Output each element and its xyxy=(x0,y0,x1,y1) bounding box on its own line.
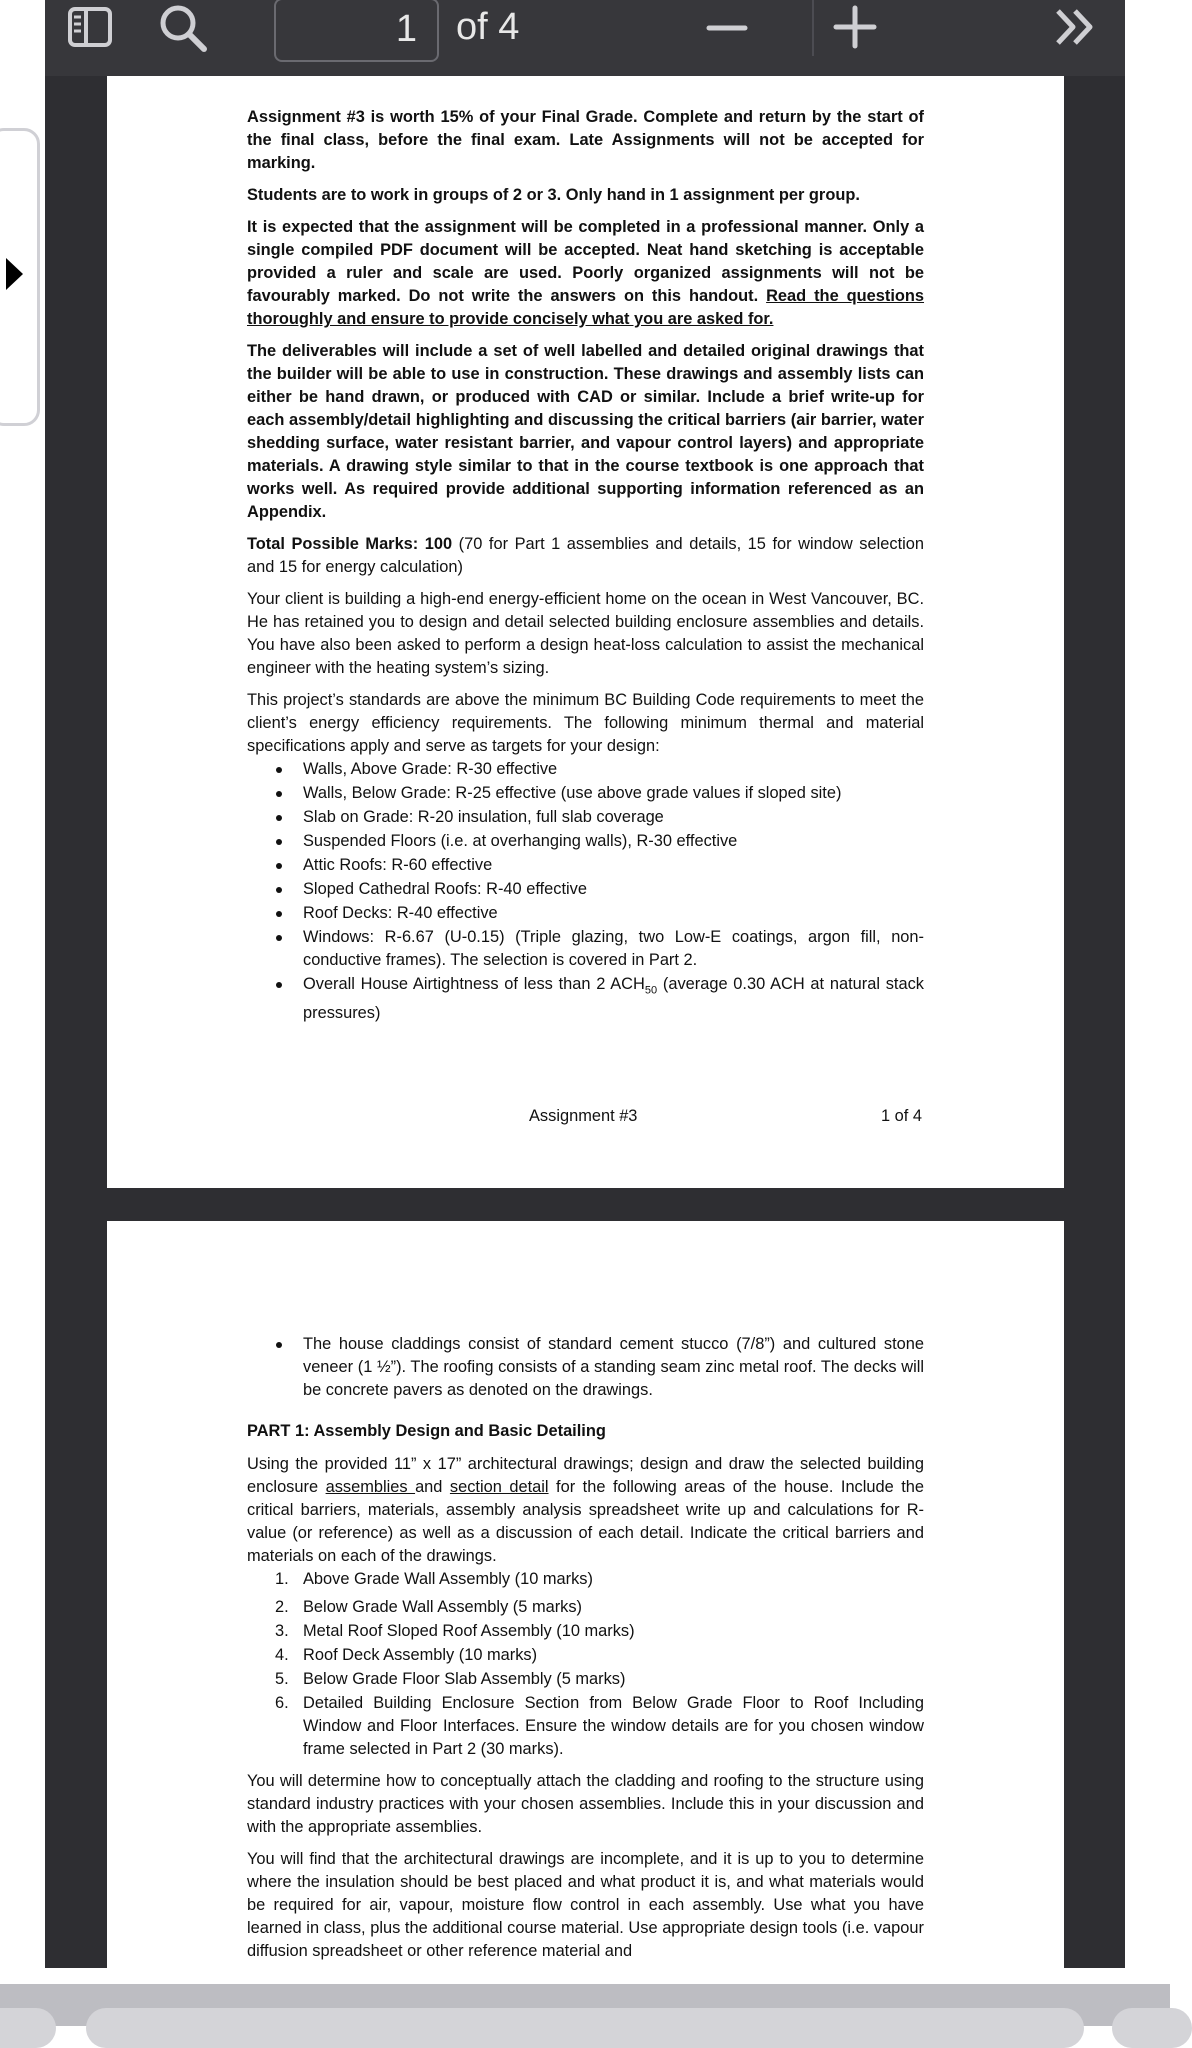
underlined-text: assemblies xyxy=(325,1478,416,1496)
search-icon[interactable] xyxy=(157,2,209,54)
paragraph: Students are to work in groups of 2 or 3. Only hand in 1 assignment per group. xyxy=(247,186,860,204)
bottom-right-control[interactable] xyxy=(1112,2008,1192,2048)
list-item xyxy=(247,1668,924,1691)
paragraph: This project’s standards are above the minimum BC Building Code requirements to meet the client’s energy efficiency requirements. The following minimum thermal and material specifications apply and serve as targets for your design: xyxy=(247,691,924,755)
zoom-out-icon[interactable] xyxy=(704,8,750,48)
paragraph-text: It is expected that the assignment will be completed in a professional manner. Only a single compiled PDF document will be accepted. Neat hand sketching is acceptable provided a ruler and scale are used. Poorly organized assignments will not be favourably marked. Do not write the answers on this handout. xyxy=(247,218,924,305)
expand-arrow-icon[interactable] xyxy=(6,258,23,290)
list-item-text: Roof Deck Assembly (10 marks) xyxy=(303,1646,538,1664)
paragraph-text: Using the provided 11” x 17” architectural drawings; design and draw the selected building enclosure xyxy=(247,1455,924,1496)
section-heading: PART 1: Assembly Design and Basic Detailing xyxy=(247,1422,606,1440)
paragraph: You will determine how to conceptually attach the cladding and roofing to the structure using standard industry practices with your chosen assemblies. Include this in your discussion and with the appropriate assemblies. xyxy=(247,1772,924,1836)
list-item: Suspended Floors (i.e. at overhanging walls), R-30 effective xyxy=(247,830,924,853)
page-footer-number: 1 of 4 xyxy=(881,1107,923,1125)
list-number: 4. xyxy=(275,1646,289,1664)
list-item xyxy=(247,1620,924,1643)
underlined-text: section detail xyxy=(449,1478,549,1496)
subscript: 50 xyxy=(644,984,658,997)
list-item-text: (average 0.30 ACH at natural stack pressures) xyxy=(303,975,924,1023)
list-item-text: Above Grade Wall Assembly (10 marks) xyxy=(303,1570,593,1588)
list-item-text: Below Grade Wall Assembly (5 marks) xyxy=(303,1598,583,1616)
list-number: 2. xyxy=(275,1598,289,1616)
bottom-left-control[interactable] xyxy=(0,2008,56,2048)
paragraph xyxy=(247,1453,924,1568)
list-item-text: Metal Roof Sloped Roof Assembly (10 marks) xyxy=(303,1622,635,1640)
page-footer-title: Assignment #3 xyxy=(529,1107,638,1125)
paragraph: The deliverables will include a set of well labelled and detailed original drawings that the builder will be able to use in construction. These drawings and assembly lists can either be hand drawn, or produced with CAD or similar. Include a brief write-up for each assembly/detail highlighting and discussing the critical barriers (air barrier, water shedding surface, water resistant barrier, and vapour control layers) and appropriate materials. A drawing style similar to that in the course textbook is one approach that works well. As required provide additional supporting information referenced as an Appendix. xyxy=(247,342,924,521)
list-item: The house claddings consist of standard cement stucco (7/8”) and cultured stone veneer (1 ½”). The roofing consists of a standing seam zinc metal roof. The decks will be concrete pavers as denoted on the drawings. xyxy=(247,1333,924,1402)
paragraph xyxy=(247,216,924,331)
bottom-address-pill[interactable] xyxy=(86,2008,1084,2048)
pdf-toolbar xyxy=(45,0,1125,76)
toolbar-divider xyxy=(812,0,814,56)
paragraph: Assignment #3 is worth 15% of your Final Grade. Complete and return by the start of the final class, before the final exam. Late Assignments will not be accepted for marking. xyxy=(247,108,924,172)
list-item: Roof Decks: R-40 effective xyxy=(247,902,924,925)
list-number: 3. xyxy=(275,1622,289,1640)
page-2-body xyxy=(247,1333,924,1972)
list-item xyxy=(247,1596,924,1619)
paragraph-text: and xyxy=(415,1478,450,1496)
list-item: Walls, Below Grade: R-25 effective (use above grade values if sloped site) xyxy=(247,782,924,805)
sidebar-toggle-icon[interactable] xyxy=(67,4,113,50)
list-item-text: Detailed Building Enclosure Section from Below Grade Floor to Roof Including Window and Floor Interfaces. Ensure the window details are for you chosen window frame selected in Part 2 (30 marks). xyxy=(303,1694,924,1758)
list-item: Slab on Grade: R-20 insulation, full slab coverage xyxy=(247,806,924,829)
assembly-list xyxy=(247,1568,924,1761)
list-item: Sloped Cathedral Roofs: R-40 effective xyxy=(247,878,924,901)
paragraph: You will find that the architectural drawings are incomplete, and it is up to you to determine where the insulation should be best placed and what product it is, and what materials would be required for air, vapour, moisture flow control in each assembly. Use what you have learned in class, plus the additional course material. Use appropriate design tools (i.e. vapour diffusion spreadsheet or other reference material and xyxy=(247,1850,924,1960)
page-1-body xyxy=(247,106,924,1034)
list-number: 5. xyxy=(275,1670,289,1688)
list-item-text: Overall House Airtightness of less than 2 ACH xyxy=(303,975,645,993)
list-item xyxy=(247,1568,924,1591)
paragraph xyxy=(247,533,924,579)
list-item xyxy=(247,1644,924,1667)
zoom-in-icon[interactable] xyxy=(832,4,878,50)
paragraph-text: (70 for Part 1 assemblies and details, 15 for window selection and 15 for energy calculation) xyxy=(247,535,924,576)
list-item xyxy=(247,1692,924,1761)
page-number-input[interactable]: 1 xyxy=(274,0,439,62)
list-number: 1. xyxy=(275,1570,289,1588)
underlined-text: Read the questions thoroughly and ensure to provide concisely what you are asked for. xyxy=(247,287,925,328)
paragraph-text: for the following areas of the house. Include the critical barriers, materials, assembly analysis spreadsheet write up and calculations for R-value (or reference) as well as a discussion of each detail. Indicate the critical barriers and materials on each of the drawings. xyxy=(247,1478,925,1565)
list-item: Attic Roofs: R-60 effective xyxy=(247,854,924,877)
list-number: 6. xyxy=(275,1694,289,1712)
spec-list xyxy=(247,1333,924,1402)
pdf-page-2 xyxy=(107,1221,1064,1968)
list-item: Walls, Above Grade: R-30 effective xyxy=(247,758,924,781)
more-tools-icon[interactable] xyxy=(1053,6,1099,48)
paragraph: Your client is building a high-end energy-efficient home on the ocean in West Vancouver, BC. He has retained you to design and detail selected building enclosure assemblies and details. You have also been asked to perform a design heat-loss calculation to assist the mechanical engineer with the heating system’s sizing. xyxy=(247,590,924,677)
page-count-label: of 4 xyxy=(456,6,520,48)
list-item: Windows: R-6.67 (U-0.15) (Triple glazing, two Low-E coatings, argon fill, non-conductive frames). The selection is covered in Part 2. xyxy=(247,926,924,972)
bold-text: Total Possible Marks: 100 xyxy=(247,535,453,553)
spec-list xyxy=(247,758,924,1025)
pdf-page-1 xyxy=(107,60,1064,1188)
list-item-text: Below Grade Floor Slab Assembly (5 marks) xyxy=(303,1670,626,1688)
list-item xyxy=(247,973,924,1025)
